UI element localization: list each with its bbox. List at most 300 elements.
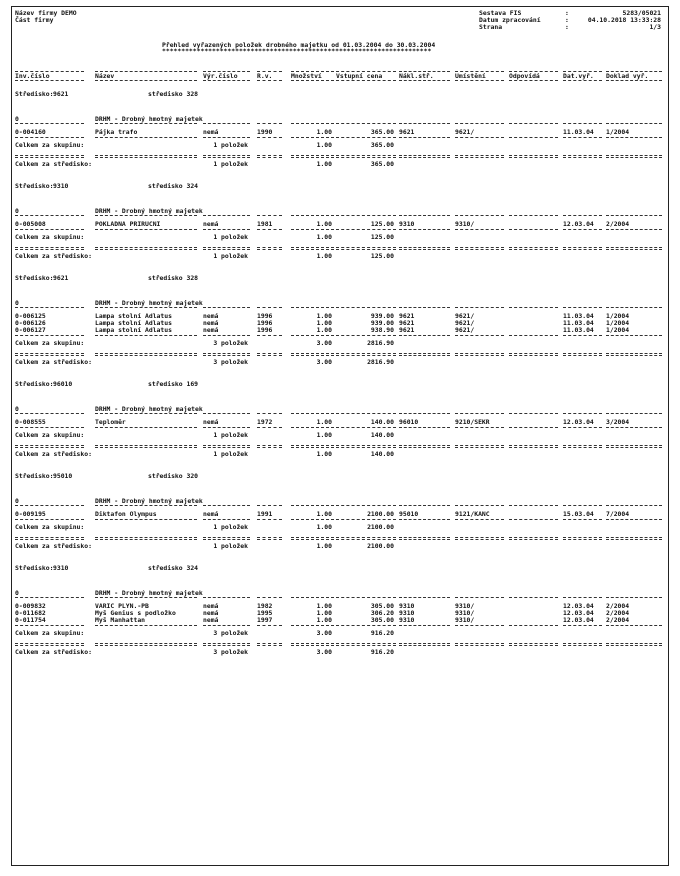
dashed-separator: [95, 307, 197, 308]
center-total-count: 1 položek: [213, 252, 248, 260]
group-total-price: 140.00: [370, 431, 394, 439]
serial-number: nemá: [203, 418, 219, 426]
dashed-separator: [336, 625, 396, 626]
dashed-separator: [291, 597, 334, 598]
dashed-separator: [257, 249, 282, 250]
dashed-separator: [336, 355, 396, 356]
dashed-separator: [15, 71, 84, 72]
dashed-separator: [257, 155, 282, 156]
group-total-quantity: 1.00: [316, 431, 332, 439]
dashed-separator: [291, 539, 334, 540]
dashed-separator: [15, 307, 84, 308]
dashed-separator: [257, 413, 282, 414]
dashed-separator: [257, 643, 282, 644]
group-code: 0: [15, 497, 19, 505]
dashed-separator: [509, 355, 558, 356]
group-total-label: Celkem za skupinu:: [15, 629, 85, 637]
dashed-separator: [15, 355, 84, 356]
inv-number: 0-008555: [15, 418, 46, 426]
input-price: 306.20: [370, 609, 394, 617]
input-price: 2100.00: [367, 510, 394, 518]
dashed-separator: [455, 249, 504, 250]
production-year: 1997: [257, 616, 273, 624]
dashed-separator: [95, 157, 197, 158]
dashed-separator: [563, 505, 602, 506]
dashed-separator: [257, 519, 282, 520]
dashed-separator: [606, 353, 662, 354]
dashed-separator: [455, 597, 504, 598]
dashed-separator: [203, 537, 250, 538]
dashed-separator: [291, 645, 334, 646]
dashed-separator: [509, 537, 558, 538]
date-separator: :: [565, 16, 569, 24]
disposal-date: 11.03.04: [563, 319, 594, 327]
group-code: 0: [15, 405, 19, 413]
group-total-count: 1 položek: [213, 141, 248, 149]
quantity: 1.00: [316, 510, 332, 518]
table-row: [12, 128, 668, 137]
inv-number: 0-004160: [15, 128, 46, 136]
dashed-separator: [455, 645, 504, 646]
group-total-price: 2816.90: [367, 339, 394, 347]
column-inv: Inv.číslo: [15, 72, 50, 80]
dashed-separator: [336, 537, 396, 538]
center-total-quantity: 3.00: [316, 648, 332, 656]
column-location: Umístění: [455, 72, 486, 80]
disposal-date: 11.03.04: [563, 128, 594, 136]
input-price: 365.00: [370, 128, 394, 136]
cost-center-heading: [12, 90, 668, 99]
dashed-separator: [509, 597, 558, 598]
dashed-separator: [399, 505, 450, 506]
table-row: [12, 418, 668, 427]
dashed-separator: [95, 539, 197, 540]
quantity: 1.00: [316, 220, 332, 228]
dashed-separator: [95, 597, 197, 598]
dashed-separator: [509, 123, 558, 124]
dashed-separator: [336, 335, 396, 336]
cost-center-code: 9621: [53, 90, 69, 98]
dashed-separator: [336, 505, 396, 506]
dashed-separator: [291, 643, 334, 644]
dashed-separator: [509, 413, 558, 414]
dashed-separator: [95, 80, 197, 81]
dashed-separator: [509, 335, 558, 336]
dashed-separator: [455, 353, 504, 354]
dashed-separator: [563, 645, 602, 646]
dashed-separator: [336, 643, 396, 644]
production-year: 1996: [257, 326, 273, 334]
group-total-label: Celkem za skupinu:: [15, 141, 85, 149]
dashed-separator: [95, 71, 197, 72]
dashed-separator: [455, 519, 504, 520]
cost-center-heading: [12, 182, 668, 191]
dashed-separator: [455, 625, 504, 626]
serial-number: nemá: [203, 326, 219, 334]
dashed-separator: [606, 413, 662, 414]
disposal-date: 11.03.04: [563, 312, 594, 320]
dashed-separator: [203, 229, 250, 230]
dashed-separator: [257, 229, 282, 230]
dashed-separator: [336, 539, 396, 540]
center-total-row: [12, 358, 668, 367]
dashed-separator: [399, 215, 450, 216]
asset-name: Pájka trafo: [95, 128, 138, 136]
dashed-separator: [509, 247, 558, 248]
serial-number: nemá: [203, 510, 219, 518]
center-total-label: Celkem za středisko:: [15, 542, 92, 550]
dashed-separator: [257, 247, 282, 248]
group-total-count: 1 položek: [213, 523, 248, 531]
center-total-count: 1 položek: [213, 450, 248, 458]
disposal-date: 11.03.04: [563, 326, 594, 334]
disposal-doc: 2/2004: [606, 609, 630, 617]
location: 9121/KANC: [455, 510, 490, 518]
dashed-separator: [95, 643, 197, 644]
center-total-quantity: 1.00: [316, 542, 332, 550]
dashed-separator: [399, 355, 450, 356]
dashed-separator: [203, 247, 250, 248]
dashed-separator: [95, 215, 197, 216]
dashed-separator: [563, 215, 602, 216]
input-price: 938.90: [370, 326, 394, 334]
report-number: 5283/05021: [622, 9, 661, 17]
dashed-separator: [291, 249, 334, 250]
disposal-date: 15.03.04: [563, 510, 594, 518]
location: 9310/: [455, 616, 475, 624]
dashed-separator: [563, 123, 602, 124]
dashed-separator: [509, 249, 558, 250]
dashed-separator: [95, 249, 197, 250]
inv-number: 0-006127: [15, 326, 46, 334]
column-disposal-date: Dat.vyř.: [563, 72, 594, 80]
serial-number: nemá: [203, 616, 219, 624]
dashed-separator: [291, 505, 334, 506]
dashed-separator: [95, 137, 197, 138]
dashed-separator: [563, 537, 602, 538]
location: 9621/: [455, 128, 475, 136]
disposal-date: 12.03.04: [563, 609, 594, 617]
center-total-label: Celkem za středisko:: [15, 252, 92, 260]
dashed-separator: [399, 597, 450, 598]
cost-center: 9621: [399, 128, 415, 136]
group-total-quantity: 1.00: [316, 233, 332, 241]
dashed-separator: [336, 413, 396, 414]
cost-center-label: Středisko:: [15, 90, 54, 98]
dashed-separator: [203, 445, 250, 446]
center-total-label: Celkem za středisko:: [15, 450, 92, 458]
dashed-separator: [455, 427, 504, 428]
column-serial: Výr.číslo: [203, 72, 238, 80]
dashed-separator: [203, 427, 250, 428]
dashed-separator: [399, 71, 450, 72]
dashed-separator: [399, 625, 450, 626]
disposal-doc: 1/2004: [606, 128, 630, 136]
dashed-separator: [203, 353, 250, 354]
dashed-separator: [203, 137, 250, 138]
dashed-separator: [606, 307, 662, 308]
dashed-separator: [563, 597, 602, 598]
dashed-separator: [455, 80, 504, 81]
table-row: [12, 510, 668, 519]
dashed-separator: [606, 215, 662, 216]
production-year: 1995: [257, 609, 273, 617]
dashed-separator: [563, 229, 602, 230]
dashed-separator: [455, 215, 504, 216]
center-total-row: [12, 542, 668, 551]
disposal-date: 12.03.04: [563, 616, 594, 624]
dashed-separator: [509, 353, 558, 354]
dashed-separator: [509, 445, 558, 446]
dashed-separator: [509, 157, 558, 158]
dashed-separator: [509, 80, 558, 81]
dashed-separator: [336, 645, 396, 646]
dashed-separator: [399, 157, 450, 158]
group-total-price: 2100.00: [367, 523, 394, 531]
dashed-separator: [606, 249, 662, 250]
dashed-separator: [509, 229, 558, 230]
report-page: [11, 6, 669, 866]
location: 9310/: [455, 609, 475, 617]
dashed-separator: [563, 155, 602, 156]
quantity: 1.00: [316, 616, 332, 624]
dashed-separator: [606, 537, 662, 538]
cost-center: 9310: [399, 220, 415, 228]
disposal-doc: 1/2004: [606, 312, 630, 320]
serial-number: nemá: [203, 220, 219, 228]
dashed-separator: [257, 445, 282, 446]
cost-center-name: středisko 324: [148, 182, 199, 190]
company-name: Název firmy DEMO: [15, 9, 77, 17]
dashed-separator: [291, 229, 334, 230]
dashed-separator: [203, 645, 250, 646]
cost-center-name: středisko 320: [148, 472, 199, 480]
dashed-separator: [606, 645, 662, 646]
dashed-separator: [606, 229, 662, 230]
dashed-separator: [95, 505, 197, 506]
dashed-separator: [509, 539, 558, 540]
dashed-separator: [399, 539, 450, 540]
dashed-separator: [509, 447, 558, 448]
dashed-separator: [15, 625, 84, 626]
dashed-separator: [336, 80, 396, 81]
dashed-separator: [291, 215, 334, 216]
dashed-separator: [563, 247, 602, 248]
dashed-separator: [203, 215, 250, 216]
dashed-separator: [203, 123, 250, 124]
asset-name: VARIC PLYN.-PB: [95, 602, 149, 610]
dashed-separator: [203, 307, 250, 308]
dashed-separator: [203, 80, 250, 81]
dashed-separator: [399, 427, 450, 428]
group-total-row: [12, 141, 668, 150]
center-total-price: 365.00: [370, 160, 394, 168]
dashed-separator: [291, 413, 334, 414]
dashed-separator: [95, 427, 197, 428]
dashed-separator: [509, 71, 558, 72]
dashed-separator: [455, 505, 504, 506]
center-total-price: 125.00: [370, 252, 394, 260]
dashed-separator: [15, 597, 84, 598]
dashed-separator: [336, 229, 396, 230]
dashed-separator: [15, 249, 84, 250]
center-total-row: [12, 160, 668, 169]
title-stars: **********************************************************************: [162, 47, 432, 55]
location: 9621/: [455, 326, 475, 334]
dashed-separator: [455, 335, 504, 336]
dashed-separator: [203, 625, 250, 626]
dashed-separator: [455, 307, 504, 308]
dashed-separator: [399, 447, 450, 448]
report-separator: :: [565, 9, 569, 17]
group-name: DRHM - Drobný hmotný majetek: [95, 207, 203, 215]
dashed-separator: [291, 519, 334, 520]
center-total-price: 2816.90: [367, 358, 394, 366]
center-total-count: 1 položek: [213, 542, 248, 550]
inv-number: 0-011682: [15, 609, 46, 617]
disposal-doc: 3/2004: [606, 418, 630, 426]
dashed-separator: [15, 445, 84, 446]
dashed-separator: [455, 445, 504, 446]
asset-name: POKLADNA PRIRUCNI: [95, 220, 161, 228]
dashed-separator: [455, 447, 504, 448]
column-year: R.v.: [257, 72, 273, 80]
dashed-separator: [336, 215, 396, 216]
serial-number: nemá: [203, 128, 219, 136]
dashed-separator: [563, 519, 602, 520]
disposal-date: 12.03.04: [563, 220, 594, 228]
asset-name: Myš Genius s podložko: [95, 609, 176, 617]
dashed-separator: [291, 353, 334, 354]
group-code: 0: [15, 589, 19, 597]
production-year: 1972: [257, 418, 273, 426]
dashed-separator: [15, 157, 84, 158]
dashed-separator: [399, 229, 450, 230]
quantity: 1.00: [316, 319, 332, 327]
dashed-separator: [203, 71, 250, 72]
center-total-row: [12, 450, 668, 459]
dashed-separator: [399, 643, 450, 644]
disposal-doc: 2/2004: [606, 602, 630, 610]
report-title-underline: [12, 47, 668, 56]
dashed-separator: [257, 307, 282, 308]
dashed-separator: [336, 71, 396, 72]
dashed-separator: [606, 427, 662, 428]
group-total-count: 3 položek: [213, 339, 248, 347]
cost-center: 9310: [399, 602, 415, 610]
dashed-separator: [563, 355, 602, 356]
dashed-separator: [399, 247, 450, 248]
center-total-price: 140.00: [370, 450, 394, 458]
group-total-row: [12, 629, 668, 638]
inv-number: 0-011754: [15, 616, 46, 624]
dashed-separator: [509, 155, 558, 156]
input-price: 939.00: [370, 312, 394, 320]
page-separator: :: [565, 23, 569, 31]
dashed-separator: [336, 519, 396, 520]
input-price: 125.00: [370, 220, 394, 228]
dashed-separator: [606, 519, 662, 520]
dashed-separator: [291, 625, 334, 626]
group-code: 0: [15, 115, 19, 123]
dashed-separator: [509, 643, 558, 644]
group-total-count: 3 položek: [213, 629, 248, 637]
dashed-separator: [95, 537, 197, 538]
dashed-separator: [95, 229, 197, 230]
dashed-separator: [291, 307, 334, 308]
asset-name: Lampa stolní Adlatus: [95, 319, 172, 327]
quantity: 1.00: [316, 609, 332, 617]
dashed-separator: [257, 597, 282, 598]
dashed-separator: [15, 505, 84, 506]
header-row-3: [12, 23, 668, 32]
group-code: 0: [15, 299, 19, 307]
dashed-separator: [291, 537, 334, 538]
location: 9210/SEKR: [455, 418, 490, 426]
dashed-separator: [455, 123, 504, 124]
dashed-separator: [15, 539, 84, 540]
column-cost-center: Nákl.stř.: [399, 72, 434, 80]
dashed-separator: [291, 80, 334, 81]
group-total-price: 916.20: [370, 629, 394, 637]
dashed-separator: [336, 247, 396, 248]
dashed-separator: [95, 355, 197, 356]
dashed-separator: [203, 539, 250, 540]
dashed-separator: [15, 80, 84, 81]
serial-number: nemá: [203, 319, 219, 327]
dashed-separator: [606, 505, 662, 506]
dashed-separator: [563, 445, 602, 446]
dashed-separator: [336, 123, 396, 124]
dashed-separator: [606, 643, 662, 644]
dashed-separator: [399, 335, 450, 336]
dashed-separator: [257, 137, 282, 138]
cost-center-heading: [12, 274, 668, 283]
dashed-separator: [509, 505, 558, 506]
dashed-separator: [336, 427, 396, 428]
dashed-separator: [455, 355, 504, 356]
dashed-separator: [399, 519, 450, 520]
serial-number: nemá: [203, 602, 219, 610]
dashed-separator: [606, 447, 662, 448]
group-name: DRHM - Drobný hmotný majetek: [95, 115, 203, 123]
group-total-label: Celkem za skupinu:: [15, 339, 85, 347]
dashed-separator: [336, 447, 396, 448]
dashed-separator: [606, 155, 662, 156]
dashed-separator: [509, 427, 558, 428]
dashed-separator: [95, 625, 197, 626]
cost-center-code: 9310: [53, 182, 69, 190]
center-total-quantity: 3.00: [316, 358, 332, 366]
dashed-separator: [203, 335, 250, 336]
dashed-separator: [563, 353, 602, 354]
asset-name: Myš Manhattan: [95, 616, 146, 624]
dashed-separator: [95, 155, 197, 156]
dashed-separator: [336, 157, 396, 158]
column-responsible: Odpovídá: [509, 72, 540, 80]
group-total-row: [12, 431, 668, 440]
cost-center: 9621: [399, 312, 415, 320]
dashed-separator: [563, 157, 602, 158]
quantity: 1.00: [316, 326, 332, 334]
table-row: [12, 616, 668, 625]
dashed-separator: [15, 137, 84, 138]
dashed-separator: [399, 353, 450, 354]
dashed-separator: [15, 447, 84, 448]
center-total-count: 3 položek: [213, 358, 248, 366]
dashed-separator: [399, 155, 450, 156]
dashed-separator: [203, 643, 250, 644]
